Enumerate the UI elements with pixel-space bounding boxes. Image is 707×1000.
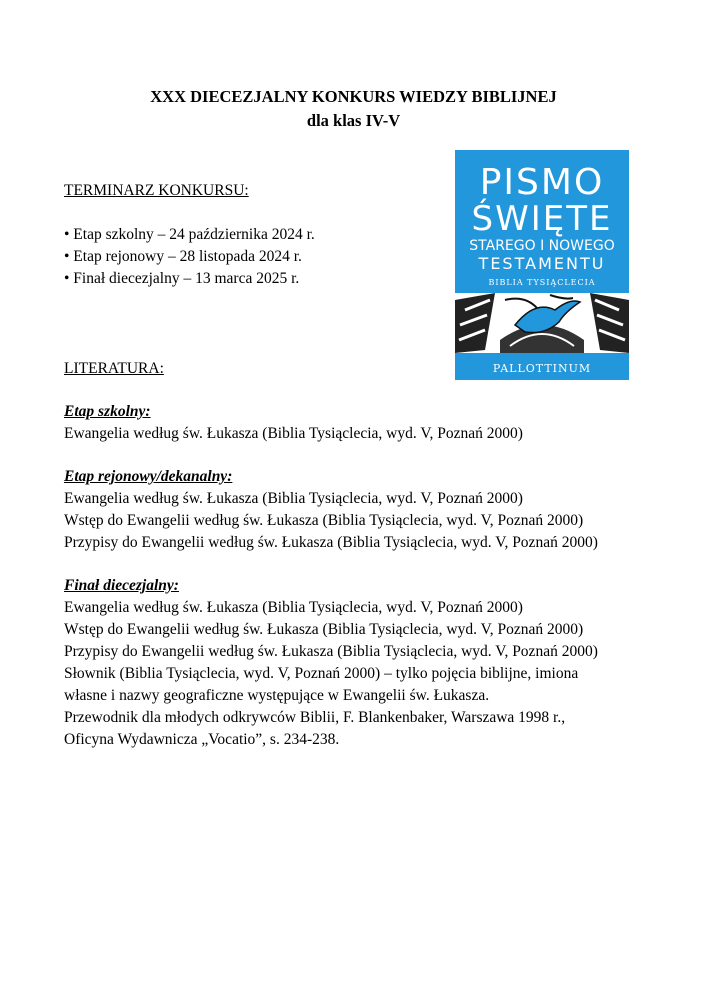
literature-line: Przypisy do Ewangelii według św. Łukasza (Biblia Tysiąclecia, wyd. V, Poznań 2000) xyxy=(64,534,598,551)
literature-line: własne i nazwy geograficzne występujące w Ewangelii św. Łukasza. xyxy=(64,687,490,704)
literature-heading: LITERATURA: xyxy=(64,360,164,377)
cover-title-line2: ŚWIĘTE xyxy=(471,199,613,239)
literature-section-final xyxy=(64,575,598,751)
literature-section-school xyxy=(64,401,523,445)
cover-title-line3: STAREGO I NOWEGO xyxy=(469,238,615,254)
cover-subtitle: BIBLIA TYSIĄCLECIA xyxy=(488,278,596,287)
bible-cover-image xyxy=(455,150,629,380)
section-title: Etap szkolny: xyxy=(64,403,151,420)
schedule-list xyxy=(64,224,315,290)
section-title: Finał diecezjalny: xyxy=(64,577,179,594)
dove-illustration xyxy=(455,293,629,353)
literature-line: Przewodnik dla młodych odkrywców Biblii, F. Blankenbaker, Warszawa 1998 r., xyxy=(64,709,566,726)
literature-line: Ewangelia według św. Łukasza (Biblia Tysiąclecia, wyd. V, Poznań 2000) xyxy=(64,490,523,507)
schedule-item: • Etap szkolny – 24 października 2024 r. xyxy=(64,226,315,243)
schedule-heading: TERMINARZ KONKURSU: xyxy=(64,182,249,199)
schedule-item: • Finał diecezjalny – 13 marca 2025 r. xyxy=(64,270,300,287)
literature-line: Ewangelia według św. Łukasza (Biblia Tysiąclecia, wyd. V, Poznań 2000) xyxy=(64,599,523,616)
section-title: Etap rejonowy/dekanalny: xyxy=(64,468,233,485)
document-title: XXX DIECEZJALNY KONKURS WIEDZY BIBLIJNEJ xyxy=(150,87,557,106)
literature-section-regional xyxy=(64,466,598,554)
literature-line: Przypisy do Ewangelii według św. Łukasza (Biblia Tysiąclecia, wyd. V, Poznań 2000) xyxy=(64,643,598,660)
literature-line: Wstęp do Ewangelii według św. Łukasza (Biblia Tysiąclecia, wyd. V, Poznań 2000) xyxy=(64,621,584,638)
document-subtitle: dla klas IV-V xyxy=(306,111,401,130)
cover-title-line4: TESTAMENTU xyxy=(478,254,606,273)
literature-line: Słownik (Biblia Tysiąclecia, wyd. V, Poznań 2000) – tylko pojęcia biblijne, imiona xyxy=(64,665,579,682)
literature-line: Wstęp do Ewangelii według św. Łukasza (Biblia Tysiąclecia, wyd. V, Poznań 2000) xyxy=(64,512,584,529)
cover-publisher: PALLOTTINUM xyxy=(492,362,592,375)
literature-line: Oficyna Wydawnicza „Vocatio”, s. 234-238. xyxy=(64,731,340,748)
cover-title-line1: PISMO xyxy=(479,162,605,203)
literature-line: Ewangelia według św. Łukasza (Biblia Tysiąclecia, wyd. V, Poznań 2000) xyxy=(64,425,523,442)
schedule-item: • Etap rejonowy – 28 listopada 2024 r. xyxy=(64,248,302,265)
